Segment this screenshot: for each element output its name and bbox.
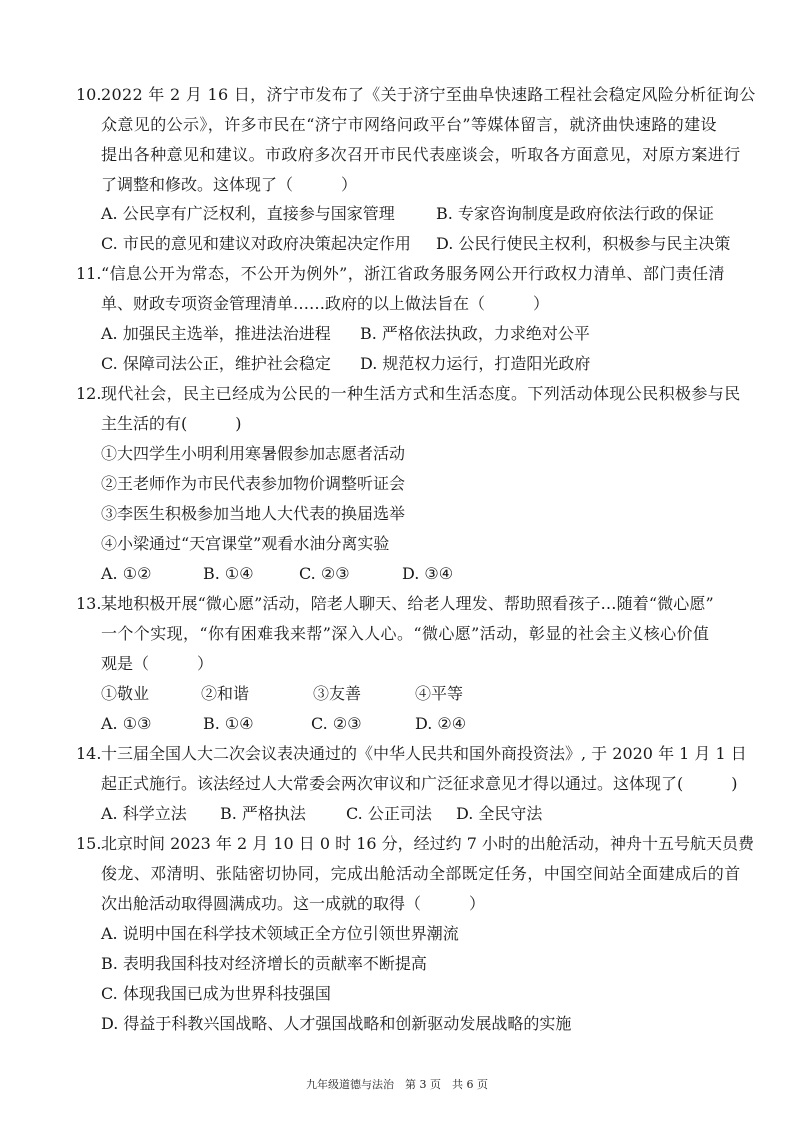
question-stem-line: 北京时间 2023 年 2 月 10 日 0 时 16 分，经过约 7 小时的出舱活动，神舟十五号航天员费	[101, 834, 755, 853]
option-a: A. 说明中国在科学技术领域正全方位引领世界潮流	[101, 924, 459, 943]
statement: ②王老师作为市民代表参加物价调整听证会	[101, 474, 406, 493]
statement: ④小梁通过“天宫课堂”观看水油分离实验	[101, 534, 390, 553]
option-c: C. ②③	[311, 714, 362, 733]
statement: ①敬业	[101, 684, 150, 703]
option-a: A. ①②	[101, 564, 152, 583]
question-stem-line: 观是（ ）	[101, 654, 214, 673]
option-a: A. 科学立法	[101, 804, 187, 823]
option-c: C. 体现我国已成为世界科技强国	[101, 984, 331, 1003]
question-stem-line: 主生活的有( )	[101, 414, 242, 433]
option-b: B. 专家咨询制度是政府依法行政的保证	[436, 204, 714, 223]
option-d: D. 规范权力运行，打造阳光政府	[360, 354, 591, 373]
option-b: B. 严格执法	[220, 804, 306, 823]
statement: ①大四学生小明利用寒暑假参加志愿者活动	[101, 444, 406, 463]
question-number: 10.	[76, 85, 102, 104]
option-c: C. 保障司法公正，维护社会稳定	[101, 354, 331, 373]
statement: ③友善	[313, 684, 362, 703]
question-number: 13.	[76, 594, 102, 613]
option-b: B. ①④	[203, 564, 254, 583]
question-stem-line: 了调整和修改。这体现了（ ）	[101, 175, 358, 194]
option-d: D. 公民行使民主权利，积极参与民主决策	[436, 234, 731, 253]
option-a: A. 加强民主选举，推进法治进程	[101, 324, 331, 343]
option-c: C. 市民的意见和建议对政府决策起决定作用	[101, 234, 411, 253]
option-c: C. 公正司法	[346, 804, 432, 823]
question-number: 11.	[76, 264, 102, 283]
option-d: D. 得益于科教兴国战略、人才强国战略和创新驱动发展战略的实施	[101, 1014, 572, 1033]
page-footer: 九年级道德与法治 第 3 页 共 6 页	[306, 1078, 488, 1091]
question-stem-line: 起正式施行。该法经过人大常委会两次审议和广泛征求意见才得以通过。这体现了( )	[101, 774, 738, 793]
question-stem-line: 一个个实现，“你有困难我来帮”深入人心。“微心愿”活动，彰显的社会主义核心价值	[101, 624, 710, 643]
option-c: C. ②③	[299, 564, 350, 583]
question-number: 14.	[76, 744, 102, 763]
question-stem-line: 俊龙、邓清明、张陆密切协同，完成出舱活动全部既定任务，中国空间站全面建成后的首	[101, 864, 741, 883]
option-d: D. 全民守法	[456, 804, 543, 823]
option-b: B. 表明我国科技对经济增长的贡献率不断提高	[101, 954, 427, 973]
statement: ④平等	[415, 684, 464, 703]
option-a: A. ①③	[101, 714, 152, 733]
question-stem-line: 提出各种意见和建议。市政府多次召开市民代表座谈会，听取各方面意见，对原方案进行	[101, 145, 741, 164]
question-stem-line: 单、财政专项资金管理清单……政府的以上做法旨在（ ）	[101, 294, 550, 313]
statement: ②和谐	[201, 684, 250, 703]
option-a: A. 公民享有广泛权利，直接参与国家管理	[101, 204, 395, 223]
question-stem-line: 次出舱活动取得圆满成功。这一成就的取得（ ）	[101, 894, 486, 913]
question-stem-line: 2022 年 2 月 16 日，济宁市发布了《关于济宁至曲阜快速路工程社会稳定风险分析征询公	[101, 85, 756, 104]
question-stem-line: “信息公开为常态，不公开为例外”，浙江省政务服务网公开行政权力清单、部门责任清	[101, 264, 725, 283]
question-stem-line: 某地积极开展“微心愿”活动，陪老人聊天、给老人理发、帮助照看孩子…随着“微心愿”	[101, 594, 714, 613]
question-stem-line: 十三届全国人大二次会议表决通过的《中华人民共和国外商投资法》, 于 2020 年 1 月 1 日	[101, 744, 747, 763]
option-d: D. ②④	[415, 714, 467, 733]
option-b: B. ①④	[203, 714, 254, 733]
statement: ③李医生积极参加当地人大代表的换届选举	[101, 504, 406, 523]
question-stem-line: 现代社会，民主已经成为公民的一种生活方式和生活态度。下列活动体现公民积极参与民	[101, 384, 741, 403]
question-number: 12.	[76, 384, 102, 403]
option-d: D. ③④	[402, 564, 454, 583]
question-stem-line: 众意见的公示》，许多市民在“济宁市网络问政平台”等媒体留言，就济曲快速路的建设	[101, 115, 717, 134]
question-number: 15.	[76, 834, 102, 853]
option-b: B. 严格依法执政，力求绝对公平	[360, 324, 590, 343]
